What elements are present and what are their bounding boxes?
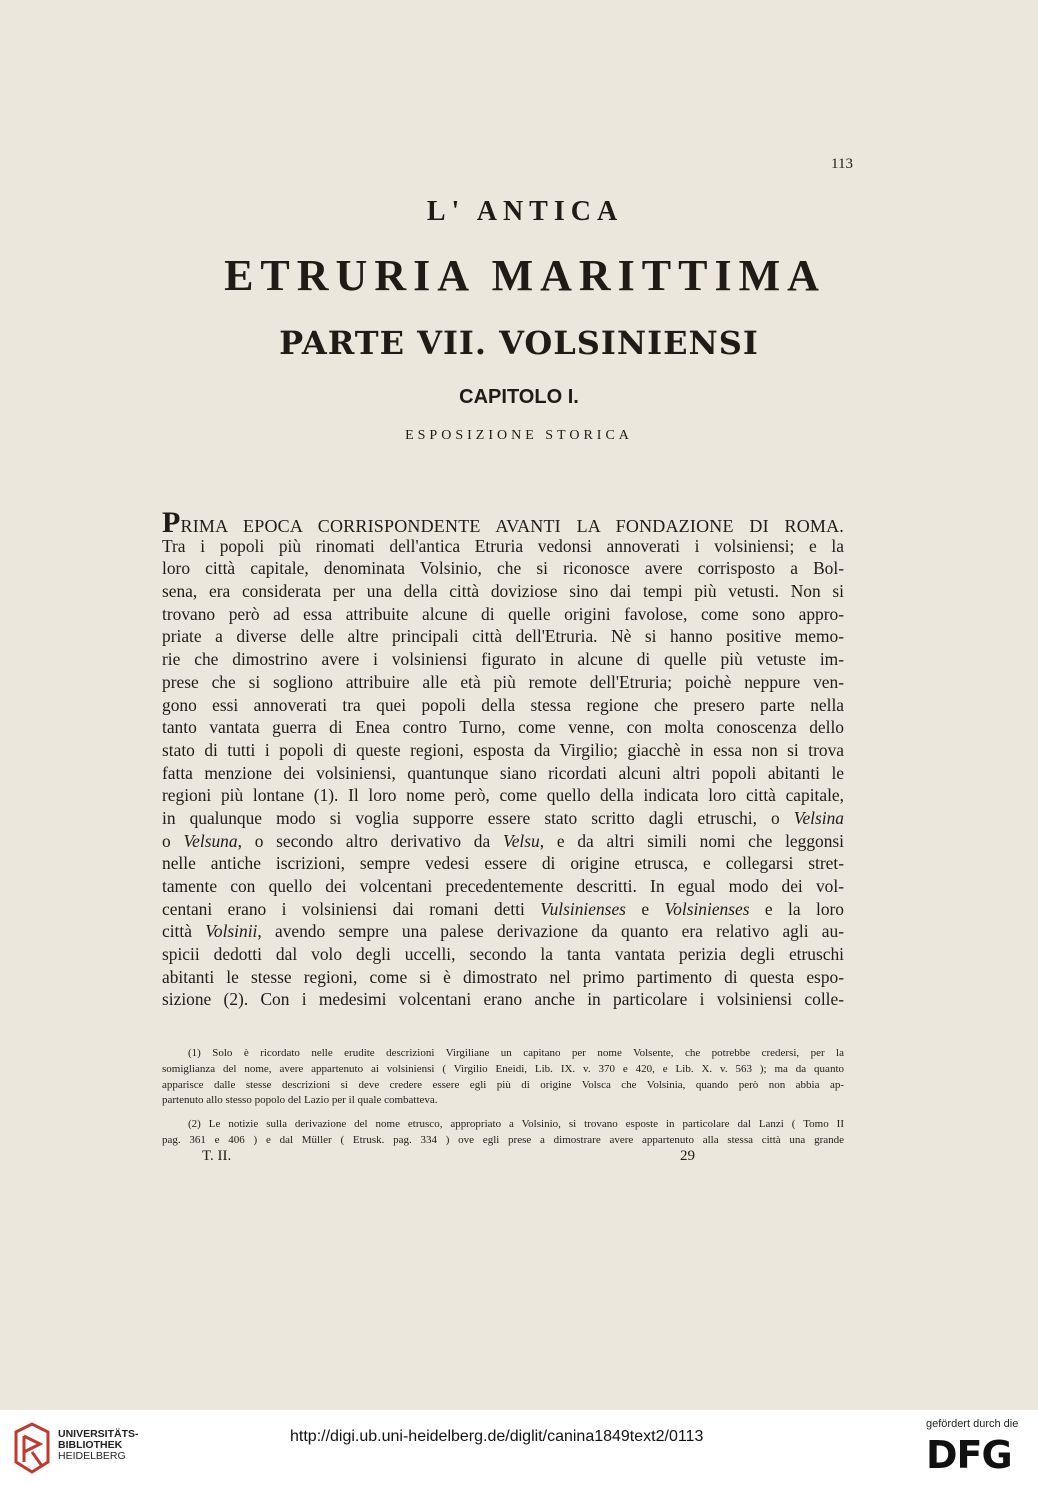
footnote-line: partenuto allo stesso popolo del Lazio per il quale combatteva.: [162, 1094, 438, 1107]
library-name: [58, 1429, 139, 1462]
drop-cap: P: [162, 512, 181, 535]
footnote-line: (2) Le notizie sulla derivazione del nome etrusco, appropriato a Volsinio, si trovano esposte in particolare dal Lanzi ( Tomo II: [188, 1118, 844, 1131]
opening-caps: RIMA EPOCA CORRISPONDENTE AVANTI LA FONDAZIONE DI ROMA.: [180, 516, 844, 535]
section-subheading: ESPOSIZIONE STORICA: [405, 428, 633, 443]
title-part: PARTE VII. VOLSINIENSI: [279, 324, 759, 362]
title-main: ETRURIA MARITTIMA: [224, 251, 826, 300]
footnote-2: [162, 1117, 844, 1149]
body-line: rie che dimostrino avere i volsiniensi figurato in alcune di quelle più vetuste im-: [162, 649, 844, 670]
title-small: L' ANTICA: [426, 196, 624, 227]
footnote-1: [162, 1046, 844, 1109]
body-line: priate a diverse delle altre principali città dell'Etruria. Nè si hanno positive memo-: [162, 626, 844, 647]
body-text: [162, 512, 844, 1011]
body-line: tanto vantata guerra di Enea contro Turno, come venne, con molta conoscenza dello: [162, 717, 844, 738]
footnote-line: (1) Solo è ricordato nelle erudite descrizioni Virgiliane un capitano per nome Volsente, che potrebbe credersi, per la: [188, 1047, 844, 1059]
signature-mark: T. II.: [202, 1148, 232, 1164]
body-line: o Velsuna, o secondo altro derivativo da Velsu, e da altri simili nomi che leggonsi: [162, 830, 844, 851]
library-name-line: BIBLIOTHEK: [58, 1439, 123, 1451]
body-line: regioni più lontane (1). Il loro nome però, come quello della indicata loro città capitale,: [162, 785, 844, 806]
body-line: fatta menzione dei volsiniensi, quantunque siano ricordati alcuni altri popoli abitanti le: [162, 762, 844, 783]
body-line: centani erano i volsiniensi dai romani detti Vulsinienses e Volsinienses e la loro: [162, 898, 844, 919]
body-line: spicii dedotti dal volo degli uccelli, secondo la tanta vantata perizia degli etruschi: [162, 944, 844, 965]
body-line: sizione (2). Con i medesimi volcentani erano anche in particolare i volsiniensi colle-: [162, 989, 844, 1010]
library-logo-icon[interactable]: [10, 1422, 54, 1474]
library-name-line: HEIDELBERG: [58, 1450, 126, 1462]
footer-bar: [0, 1410, 1038, 1485]
footnotes: [162, 1046, 844, 1149]
footnote-gap: [162, 1109, 844, 1117]
page-url-link[interactable]: http://digi.ub.uni-heidelberg.de/diglit/canina1849text2/0113: [290, 1428, 704, 1445]
page-number: 113: [831, 156, 853, 172]
body-line: sena, era considerata per una della città doviziose sino dai tempi più vetusti. Non si: [162, 581, 844, 602]
body-line: nelle antiche iscrizioni, sempre vedesi essere di origine etrusca, e collegarsi stret-: [162, 853, 844, 874]
body-line: abitanti le stesse regioni, come si è dimostrato nel primo partimento di questa espo-: [162, 966, 844, 987]
body-line: gono essi annoverati tra quei popoli della stessa regione che presero parte nella: [162, 694, 844, 715]
body-line: Tra i popoli più rinomati dell'antica Etruria vedonsi annoverati i volsiniensi; e la: [162, 535, 844, 556]
body-line: prese che si sogliono attribuire alle età più remote dell'Etruria; poichè neppure ven-: [162, 671, 844, 692]
footnote-line: apparisce dalle stesse descrizioni si deve credere essere egli più di origine Volsca che Volsinia, quando però non abbia ap-: [162, 1078, 844, 1091]
funded-by-text: gefördert durch die: [926, 1418, 1019, 1430]
body-line: trovano però ad essa attribuite alcune di quelle origini favolose, come sono appro-: [162, 603, 844, 624]
footnote-line: somiglianza del nome, avere appartenuto ai volsiniensi ( Virgilio Eneidi, Lib. IX. v. 370 e 420, e Lib. X. v. 563 ); ma da quanto: [162, 1062, 844, 1075]
body-line: città Volsinii, avendo sempre una palese derivazione da quanto era relativo agli au-: [162, 921, 844, 942]
body-line: tamente con quello dei volcentani precedentemente descritti. In egual modo dei vol-: [162, 876, 844, 896]
library-name-line: UNIVERSITÄTS-: [58, 1428, 139, 1440]
body-line: in qualunque modo si voglia supporre essere stato scritto dagli etruschi, o Velsina: [162, 807, 844, 828]
body-lines: [162, 535, 844, 1011]
body-line: loro città capitale, denominata Volsinio, che si riconosce avere corrisposto a Bol-: [162, 558, 844, 579]
footnote-line: pag. 361 e 406 ) e dal Müller ( Etrusk. pag. 334 ) ove egli prese a dimostrare avere appartenuto alla stessa città una grande: [162, 1133, 844, 1146]
chapter-heading: CAPITOLO I.: [459, 386, 579, 408]
dfg-logo[interactable]: DFG: [926, 1433, 1012, 1477]
sheet-number: 29: [680, 1148, 695, 1164]
body-line: stato di tutti i popoli di queste regioni, esposta da Virgilio; giacchè in essa non si trova: [162, 739, 844, 760]
opening-line: [162, 512, 844, 535]
